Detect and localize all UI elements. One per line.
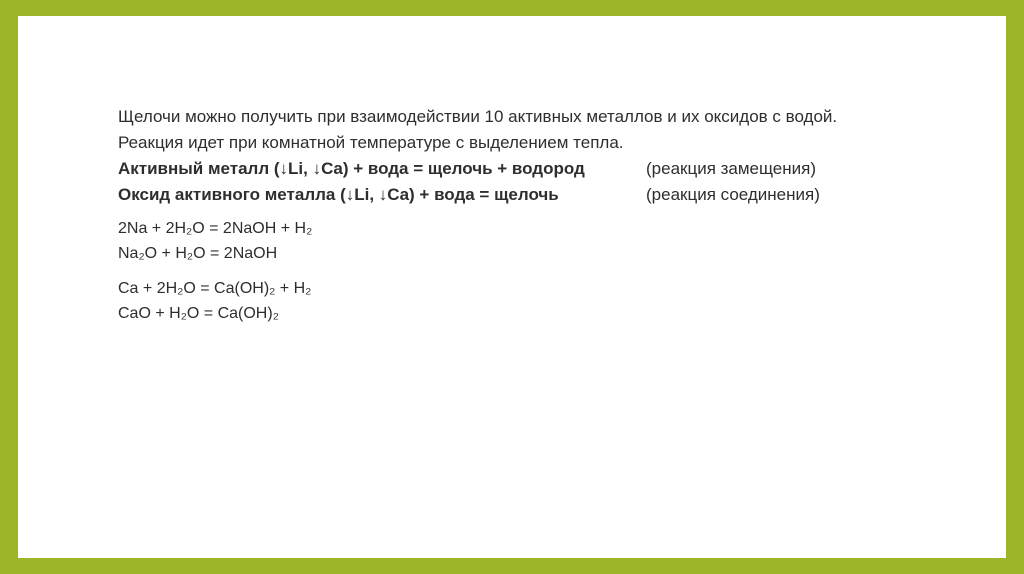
equation-calcium-water: Ca + 2H₂O = Ca(OH)₂ + H₂ [118,280,312,297]
equation-calcium-oxide-water: CaO + H₂O = Ca(OH)₂ [118,305,279,322]
equation-sodium-oxide-water: Na₂O + H₂O = 2NaOH [118,245,278,262]
intro-line-2: Реакция идет при комнатной температуре с выделением тепла. [118,133,624,152]
slide [18,16,1006,558]
rule-combination-text: Оксид активного металла (↓Li, ↓Ca) + вода = щелочь [118,185,559,204]
rule-combination [118,182,958,208]
equation-sodium-water: 2Na + 2H₂O = 2NaOH + H₂ [118,220,313,237]
calcium-equations [118,276,958,326]
rule-substitution [118,156,958,182]
slide-content [118,104,958,326]
rule-combination-note: (реакция соединения) [646,185,820,204]
rule-substitution-text: Активный металл (↓Li, ↓Ca) + вода = щелочь + водород [118,159,585,178]
rule-substitution-note: (реакция замещения) [646,159,817,178]
sodium-equations [118,216,958,266]
intro-line-1: Щелочи можно получить при взаимодействии 10 активных металлов и их оксидов с водой. [118,107,838,126]
